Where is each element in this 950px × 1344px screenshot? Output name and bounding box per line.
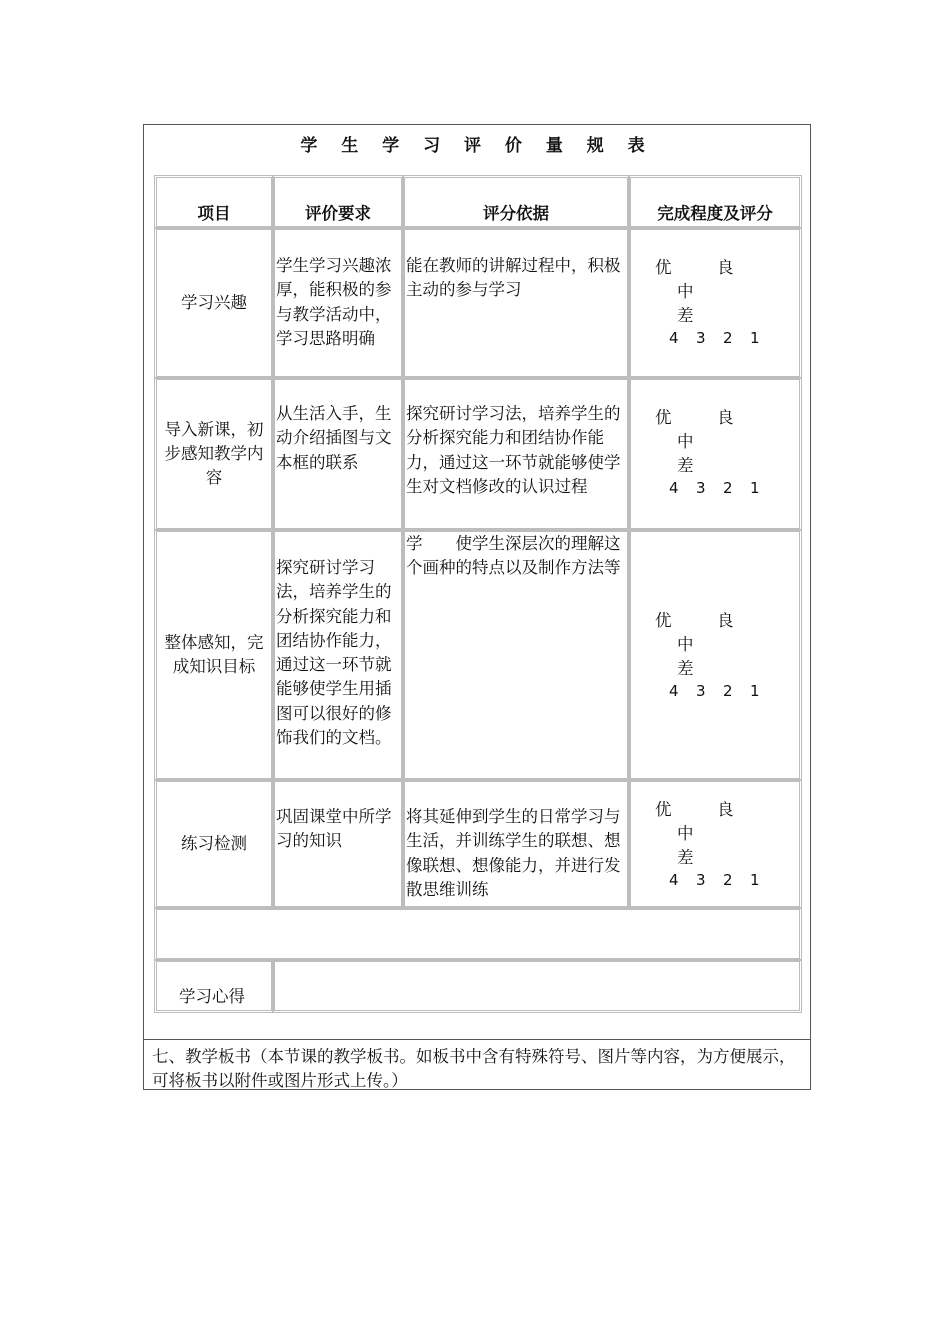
row-1-requirement: 学生学习兴趣浓厚，能积极的参与教学活动中，学习思路明确 <box>272 227 404 379</box>
row-3-basis: 学 使学生深层次的理解这个画种的特点以及制作方法等 <box>402 529 630 781</box>
section-divider <box>144 1039 810 1040</box>
row-2-basis: 探究研讨学习法，培养学生的分析探究能力和团结协作能力，通过这一环节就能够使学生对文档修改的认识过程 <box>402 377 630 531</box>
form-title: 学 生 学 习 评 价 量 规 表 <box>300 136 654 156</box>
row-4-basis: 将其延伸到学生的日常学习与生活，并训练学生的联想、想像联想、想像能力，并进行发散思维训练 <box>402 779 630 909</box>
row-4-score: 优 良 中差 4 3 2 1 <box>628 779 802 909</box>
evaluation-form <box>143 124 811 1090</box>
row-1-score: 优 良 中差 4 3 2 1 <box>628 227 802 379</box>
row-2-requirement: 从生活入手，生动介绍插图与文本框的联系 <box>272 377 404 531</box>
row-4-project: 练习检测 <box>154 779 274 909</box>
row-2-project: 导入新课，初步感知教学内容 <box>154 377 274 531</box>
row-3-project: 整体感知，完成知识目标 <box>154 529 274 781</box>
header-basis: 评分依据 <box>402 175 630 229</box>
section-7-board-writing: 七、教学板书（本节课的教学板书。如板书中含有特殊符号、图片等内容，为方便展示，可将板书以附件或图片形式上传。） <box>152 1047 796 1090</box>
reflection-label: 学习心得 <box>154 959 274 1013</box>
row-3-score: 优 良 中差 4 3 2 1 <box>628 529 802 781</box>
reflection-input[interactable] <box>272 959 802 1013</box>
row-1-basis: 能在教师的讲解过程中，积极主动的参与学习 <box>402 227 630 379</box>
header-requirement: 评价要求 <box>272 175 404 229</box>
empty-row <box>154 907 802 961</box>
row-3-requirement: 探究研讨学习法，培养学生的分析探究能力和团结协作能力，通过这一环节就能够使学生用插图可以很好的修饰我们的文档。 <box>272 529 404 781</box>
row-1-project: 学习兴趣 <box>154 227 274 379</box>
row-4-requirement: 巩固课堂中所学习的知识 <box>272 779 404 909</box>
row-2-score: 优 良 中差 4 3 2 1 <box>628 377 802 531</box>
header-score: 完成程度及评分 <box>628 175 802 229</box>
header-project: 项目 <box>154 175 274 229</box>
